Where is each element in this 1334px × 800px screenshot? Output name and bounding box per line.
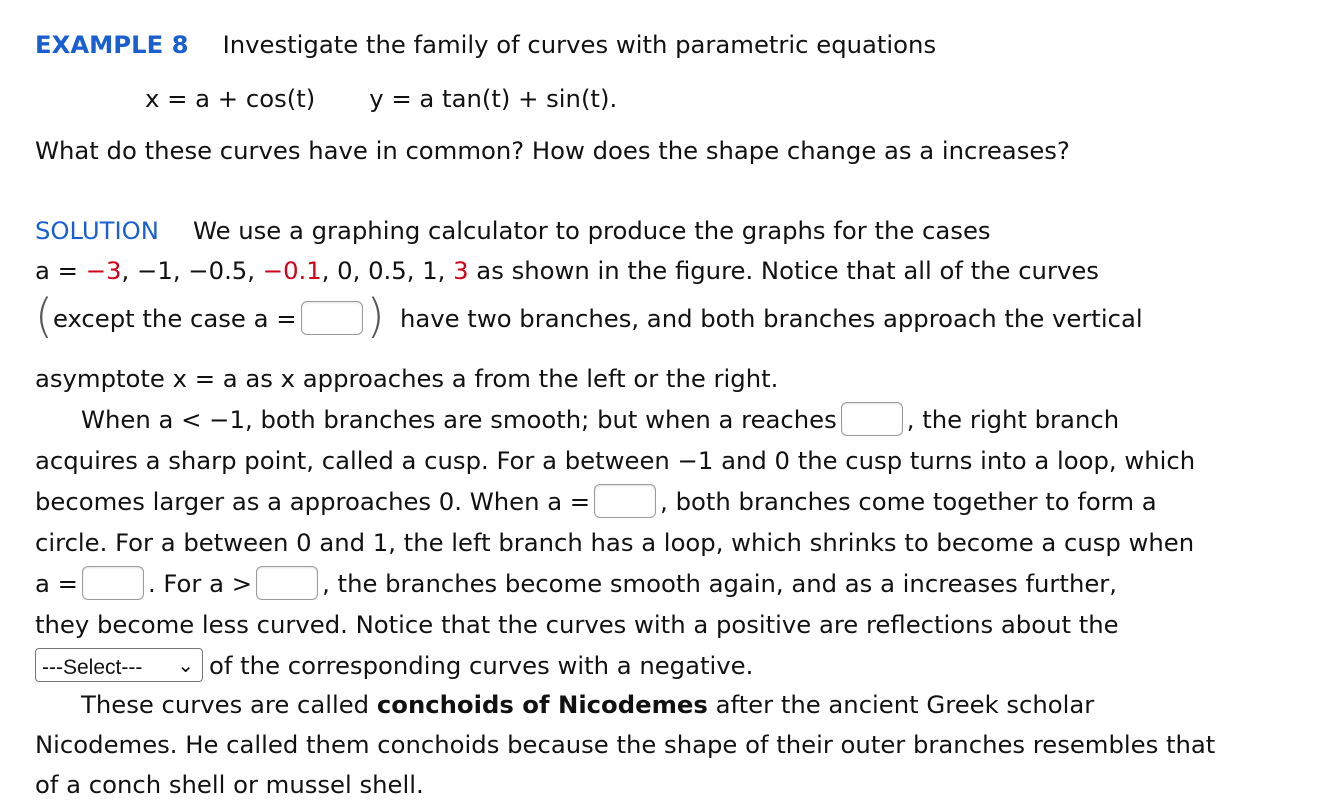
solution-text-2: as shown in the figure. Notice that all of the curves	[468, 256, 1099, 285]
select-value: ---Select---	[42, 656, 143, 679]
equation-y: y = a tan(t) + sin(t).	[369, 84, 618, 113]
case-value: −0.1	[262, 256, 322, 285]
circle-text: , both branches come together to form a	[660, 487, 1157, 516]
a-equals-text: a =	[35, 569, 78, 598]
solution-line-10: they become less curved. Notice that the curves with a positive are reflections about the	[35, 610, 1119, 639]
conchoids-term: conchoids of Nicodemes	[376, 690, 708, 719]
solution-line-5	[81, 404, 1119, 438]
case-value: −3	[85, 256, 122, 285]
solution-line-12	[81, 690, 1094, 720]
approaches-text: becomes larger as a approaches 0. When a =	[35, 487, 591, 516]
left-paren: (	[35, 289, 53, 343]
parametric-equations	[145, 84, 617, 114]
answer-input-smooth-value[interactable]	[256, 566, 318, 600]
solution-line-7	[35, 486, 1157, 520]
right-paren: )	[366, 289, 385, 343]
scholar-text: after the ancient Greek scholar	[707, 690, 1095, 719]
case-value: 0	[337, 256, 353, 285]
question-text: What do these curves have in common? How does the shape change as a increases?	[35, 136, 1070, 165]
case-value: 0.5	[368, 256, 407, 285]
except-text: except the case a =	[52, 304, 297, 333]
case-value: 3	[453, 256, 469, 285]
solution-line-9	[35, 568, 1117, 602]
branches-text: have two branches, and both branches approach the vertical	[399, 304, 1143, 333]
called-text: These curves are called	[81, 690, 377, 719]
answer-input-circle-value[interactable]	[594, 484, 656, 518]
solution-label: SOLUTION	[35, 216, 159, 245]
smooth-text: When a < −1, both branches are smooth; but when a reaches	[81, 405, 837, 434]
solution-line-6: acquires a sharp point, called a cusp. For a between −1 and 0 the cusp turns into a loop, which	[35, 446, 1196, 475]
right-branch-text: , the right branch	[906, 405, 1120, 434]
example-label: EXAMPLE 8	[35, 30, 189, 59]
case-value: −1	[136, 256, 173, 285]
answer-input-left-cusp-value[interactable]	[82, 566, 144, 600]
for-a-greater-text: . For a >	[147, 569, 253, 598]
reflection-axis-select[interactable]	[35, 648, 203, 682]
equation-x: x = a + cos(t)	[145, 84, 316, 113]
cases-prefix: a =	[35, 256, 86, 285]
solution-line-4: asymptote x = a as x approaches a from the left or the right.	[35, 364, 779, 393]
corresponding-text: of the corresponding curves with a negative.	[209, 651, 754, 680]
smooth-again-text: , the branches become smooth again, and as a increases further,	[322, 569, 1117, 598]
case-value: 1	[422, 256, 438, 285]
chevron-down-icon: ⌄	[177, 655, 194, 677]
answer-input-cusp-value[interactable]	[841, 402, 903, 436]
answer-input-except-case[interactable]	[301, 301, 363, 335]
solution-line-2: a = −3, −1, −0.5, −0.1, 0, 0.5, 1, 3 as shown in the figure. Notice that all of the curves	[35, 256, 1099, 285]
solution-line-14: of a conch shell or mussel shell.	[35, 770, 424, 799]
solution-line-11	[35, 650, 753, 684]
solution-line-8: circle. For a between 0 and 1, the left branch has a loop, which shrinks to become a cusp when	[35, 528, 1195, 557]
example-header	[35, 30, 936, 60]
solution-text-1: We use a graphing calculator to produce the graphs for the cases	[192, 216, 991, 245]
solution-line-13: Nicodemes. He called them conchoids because the shape of their outer branches resembles that	[35, 730, 1216, 759]
solution-line-1	[35, 216, 991, 246]
example-intro: Investigate the family of curves with parametric equations	[222, 30, 937, 59]
solution-line-3	[35, 289, 1143, 343]
case-value: −0.5	[188, 256, 248, 285]
